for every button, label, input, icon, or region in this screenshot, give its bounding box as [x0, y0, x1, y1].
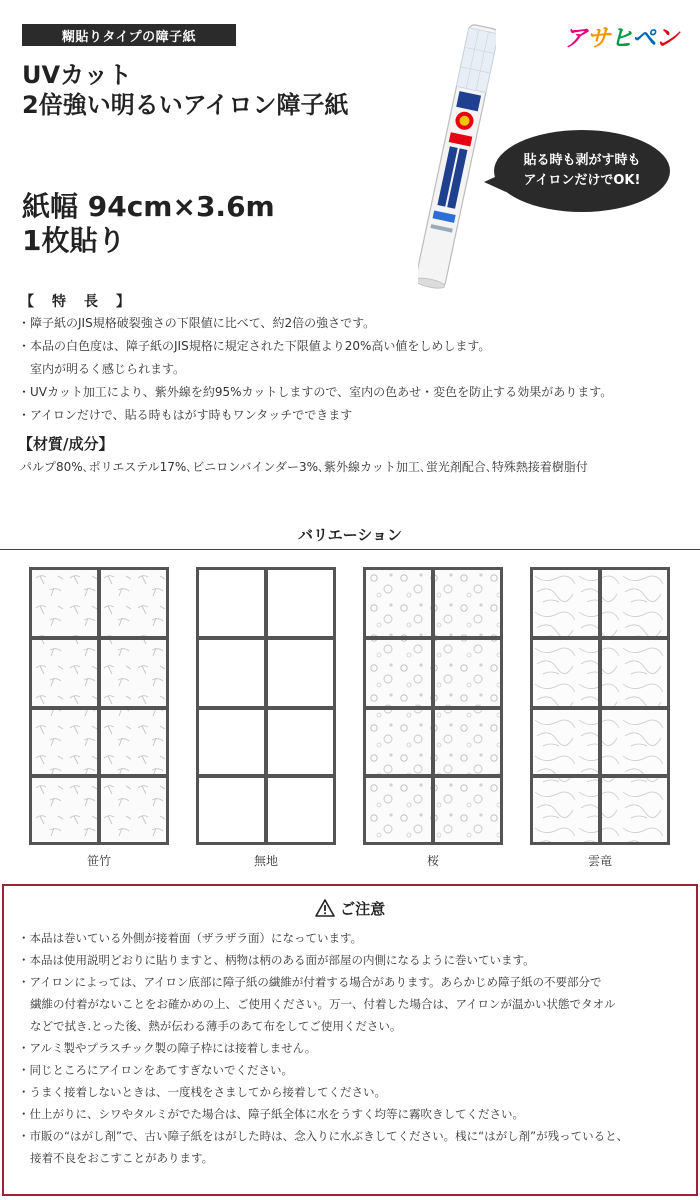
variation-label: 無地: [253, 854, 278, 868]
variation-bamboo-panel: [29, 567, 169, 845]
spec-size: 紙幅 94cm×3.6m: [22, 190, 275, 223]
caution-item: ・市販の“はがし剤”で、古い障子紙をはがした時は、念入りに水ぶきしてください。桟に“はがし剤”が残っていると、: [18, 1129, 629, 1143]
title-line-2: 2倍強い明るいアイロン障子紙: [22, 91, 349, 119]
caution-list: [18, 927, 628, 1169]
bubble-line-2: アイロンだけでOK!: [523, 173, 641, 188]
features-list: [18, 312, 612, 427]
caution-box: [2, 884, 698, 1196]
materials-body: パルプ80%､ポリエステル17%､ビニロンバインダー3%､紫外線カット加工､蛍光剤配合､特殊熱接着樹脂付: [20, 460, 588, 474]
caution-item: ・うまく接着しないときは、一度桟をさましてから接着してください。: [18, 1085, 386, 1099]
product-spec: [22, 190, 275, 258]
feature-item: ・UVカット加工により、紫外線を約95%カットしますので、室内の色あせ・変色を防止する効果があります。: [18, 385, 613, 399]
warning-icon: [315, 899, 335, 917]
variation-label: 桜: [426, 854, 439, 868]
variations-divider: [0, 549, 700, 550]
bamboo-pattern-panes: [32, 570, 166, 842]
title-line-1: UVカット: [22, 61, 132, 89]
caution-item-continued: 接着不良をおこすことがあります。: [30, 1151, 214, 1165]
feature-item: ・本品の白色度は、障子紙のJIS規格に規定された下限値より20%高い値をしめします。: [18, 339, 491, 353]
feature-item: 室内が明るく感じられます。: [18, 362, 186, 376]
feature-item: ・障子紙のJIS規格破裂強さの下限値に比べて、約2倍の強さです。: [18, 316, 376, 330]
caution-item: ・仕上がりに、シワやタルミがでた場合は、障子紙全体に水をうすく均等に霧吹きしてください。: [18, 1107, 524, 1121]
caution-item-continued: などで拭き.とった後、熱が伝わる薄手のあて布をしてご使用ください。: [30, 1019, 402, 1033]
caution-item: ・同じところにアイロンをあてすぎないでください。: [18, 1063, 293, 1077]
variations-title: バリエーション: [297, 526, 403, 544]
caution-title-text: ご注意: [340, 900, 386, 918]
product-title: [22, 60, 349, 120]
caution-item: ・アルミ製やプラスチック製の障子枠には接着しません。: [18, 1041, 317, 1055]
caution-item: ・アイロンによっては、アイロン底部に障子紙の繊維が付着する場合があります。あらかじめ障子紙の不要部分で: [18, 975, 602, 989]
features-heading: 【 特 長 】: [20, 294, 132, 310]
brand-logo: アサヒペン: [563, 24, 678, 52]
caution-item: ・本品は巻いている外側が接着面（ザラザラ面）になっています。: [18, 931, 363, 945]
caution-heading: [4, 898, 696, 919]
variation-unryu-panel: [530, 567, 670, 845]
variation-sakura-panel: [363, 567, 503, 845]
variation-label: 雲竜: [587, 854, 612, 868]
variation-label: 笹竹: [86, 854, 111, 868]
speech-bubble: [494, 130, 670, 212]
bubble-line-1: 貼る時も剥がす時も: [523, 153, 641, 168]
product-roll-image: [418, 18, 496, 294]
materials-heading: 【材質/成分】: [18, 435, 114, 453]
caution-item-continued: 繊維の付着がないことをお確かめの上、ご使用ください。万一、付着した場合は、アイロンが温かい状態でタオル: [30, 997, 616, 1011]
caution-item: ・本品は使用説明どおりに貼りますと、柄物は柄のある面が部屋の内側になるように巻いています。: [18, 953, 535, 967]
variation-plain-panel: [196, 567, 336, 845]
product-type-label: 糊貼りタイプの障子紙: [22, 24, 236, 46]
spec-count: 1枚貼り: [22, 224, 126, 257]
feature-item: ・アイロンだけで、貼る時もはがす時もワンタッチでできます: [18, 408, 353, 422]
